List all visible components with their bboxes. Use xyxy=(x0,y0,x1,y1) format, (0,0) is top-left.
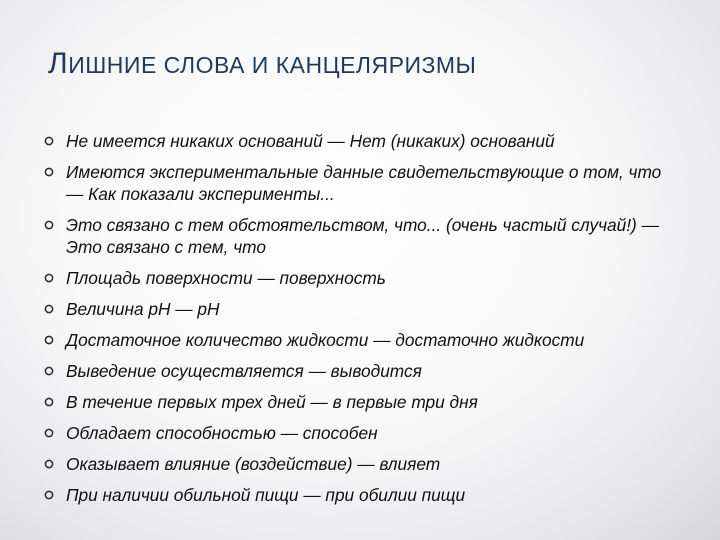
circle-bullet-icon xyxy=(44,267,66,287)
circle-bullet-icon xyxy=(44,329,66,349)
circle-bullet-icon xyxy=(44,298,66,318)
circle-bullet-icon xyxy=(44,360,66,380)
circle-bullet-icon xyxy=(44,214,66,234)
circle-bullet-icon xyxy=(44,484,66,504)
list-item-text: Величина pH — pH xyxy=(66,299,220,319)
list-item-text: Это связано с тем обстоятельством, что... (очень частый случай!) — Это связано с тем, что xyxy=(66,215,659,257)
list-item-text: При наличии обильной пищи — при обилии пищи xyxy=(66,485,466,505)
list-item xyxy=(44,214,680,258)
circle-bullet-icon xyxy=(44,422,66,442)
circle-bullet-icon xyxy=(44,130,66,150)
circle-bullet-icon xyxy=(44,161,66,181)
slide-title xyxy=(48,44,476,81)
slide-title-first-letter: Л xyxy=(48,47,69,80)
circle-bullet-icon xyxy=(44,453,66,473)
bullet-list xyxy=(44,130,680,515)
list-item-text: Оказывает влияние (воздействие) — влияет xyxy=(66,454,441,474)
list-item-text: Выведение осуществляется — выводится xyxy=(66,361,422,381)
list-item xyxy=(44,453,680,475)
list-item xyxy=(44,391,680,413)
list-item-text: Площадь поверхности — поверхность xyxy=(66,268,386,288)
list-item-text: Имеются экспериментальные данные свидетельствующие о том, что — Как показали эксперименты... xyxy=(66,162,662,204)
list-item xyxy=(44,360,680,382)
circle-bullet-icon xyxy=(44,391,66,411)
list-item xyxy=(44,484,680,506)
list-item xyxy=(44,161,680,205)
list-item-text: Обладает способностью — способен xyxy=(66,423,378,443)
list-item-text: В течение первых трех дней — в первые три дня xyxy=(66,392,478,412)
slide-title-rest: ИШНИЕ СЛОВА И КАНЦЕЛЯРИЗМЫ xyxy=(68,52,477,78)
list-item xyxy=(44,329,680,351)
list-item-text: Достаточное количество жидкости — достаточно жидкости xyxy=(66,330,585,350)
list-item-text: Не имеется никаких оснований — Нет (никаких) оснований xyxy=(66,131,555,151)
list-item xyxy=(44,130,680,152)
list-item xyxy=(44,267,680,289)
list-item xyxy=(44,298,680,320)
list-item xyxy=(44,422,680,444)
